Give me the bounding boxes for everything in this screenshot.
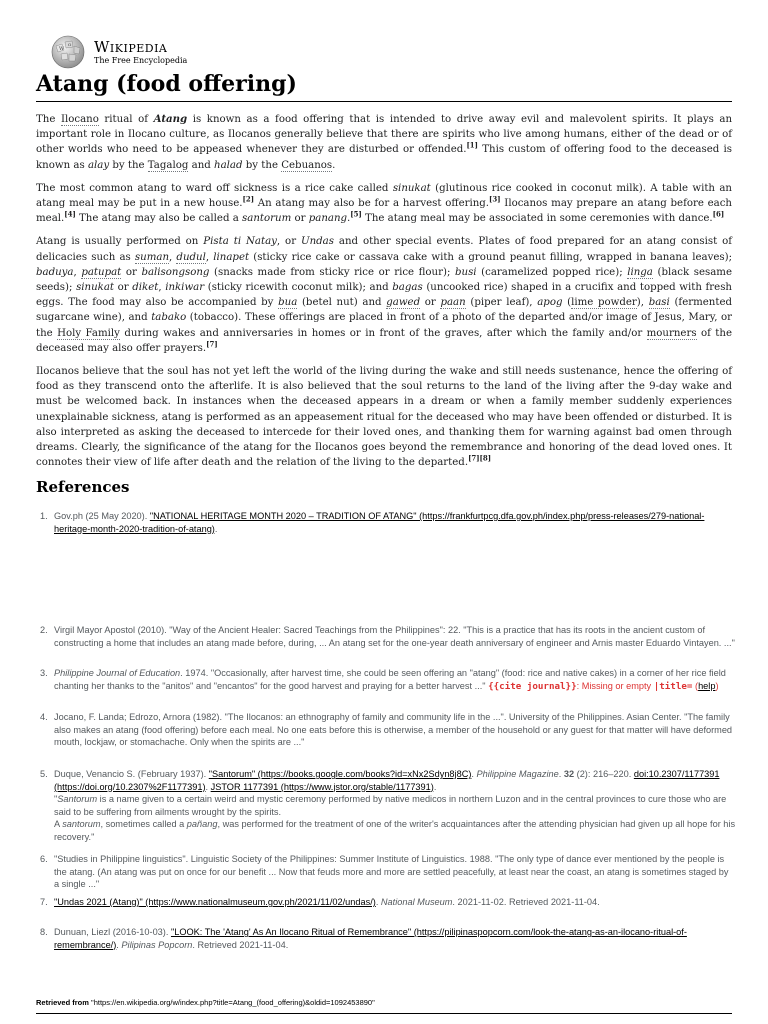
reference-number: 4. <box>40 712 48 722</box>
text-run: or <box>114 282 133 294</box>
article-paragraph <box>36 181 732 227</box>
citation-link[interactable]: [2] <box>242 194 255 204</box>
reference-item <box>40 711 736 749</box>
external-link[interactable]: "Undas 2021 (Atang)" (https://www.nationalmuseum.gov.ph/2021/11/02/undas/) <box>54 897 376 907</box>
text-run: baduya <box>36 266 74 278</box>
text-run: . <box>433 781 437 792</box>
text-run: halad <box>214 159 243 171</box>
wiki-link[interactable]: basi <box>648 297 670 309</box>
wiki-link[interactable]: dudul <box>176 251 206 263</box>
text-run: (sticky ricewith coconut milk); and <box>204 282 393 294</box>
wiki-link[interactable]: paan <box>440 297 466 309</box>
wiki-link[interactable]: Cebuanos <box>281 159 333 171</box>
text-run: " <box>54 794 58 804</box>
text-run: Pista ti Natay <box>203 236 277 248</box>
external-link[interactable]: "LOOK: The 'Atang' As An Ilocano Ritual of Remembrance" (https://pilipinaspopcorn.com/look-the-atang-as-an-ilocano-ritual-of-remembrance/) <box>54 927 687 950</box>
text-run: Ilocanos believe that the soul has not yet left the world of the living during the wake and still needs sustenance, hence the offering of food as they transcend onto the afterlife. It is also believed that the soul returns to the land of the living after the 9-day wake and must be welcomed back. In instances when the deceased appears in a dream or when a family member suddenly experiences unexplainable sickness, atang is performed as an appeasement ritual for the deceased who may have been offended or disturbed. It is also interpreted as asking the deceased to intercede for their loved ones, and thanking them for warning against bad omen through dreams. Clearly, the significance of the atang for the Ilocanos goes beyond the remembrance and honoring of the dead loved ones. It connotes their view of life after death and the relation of the living to the departed. <box>36 366 732 469</box>
text-run: Atang is usually performed on <box>36 236 204 248</box>
citation-link[interactable]: [6] <box>712 209 725 219</box>
text-run: Virgil Mayor Apostol (2010). "Way of the Ancient Healer: Sacred Teachings from the Philippines": 22. "This is a practice that has its roots in the ancient custom of constructing a home that includes an atang made before, during, ... An atang set for the one-year death anniversary of engineer and Arnis master Eduardo Vintayen. ..." <box>54 625 735 648</box>
reference-item <box>40 510 736 535</box>
reference-item <box>40 853 736 891</box>
template-code: |title= <box>653 680 693 692</box>
text-run: The <box>36 114 61 125</box>
text-run: Undas <box>300 236 334 248</box>
article-body <box>36 112 732 478</box>
text-run: sinukat <box>76 282 115 294</box>
text-run: (snacks made from sticky rice or rice flour); <box>209 266 455 278</box>
wiki-link[interactable]: gawed <box>386 297 421 309</box>
text-run: (tobacco). These offerings are placed in front of a photo of the departed and/or image of Jesus, Mary, or the <box>36 312 732 339</box>
text-run: , sometimes called a <box>100 819 187 829</box>
reference-text <box>54 711 736 749</box>
error-text: ) <box>715 680 719 691</box>
citation-link[interactable]: [3] <box>489 194 501 204</box>
reference-number: 2. <box>40 625 48 635</box>
text-run: , <box>169 251 177 263</box>
text-run: and <box>188 159 215 171</box>
text-run: (betel nut) and <box>297 297 387 309</box>
reference-number: 7. <box>40 897 48 907</box>
article-paragraph <box>36 364 732 470</box>
text-run: This custom of offering food to the deceased is known as <box>36 144 732 171</box>
citation-link[interactable]: [7] <box>206 339 218 349</box>
text-run: apog <box>537 297 563 309</box>
text-run: . <box>347 213 351 225</box>
reference-number: 5. <box>40 769 48 779</box>
text-run: (caramelized popped rice); <box>476 266 628 278</box>
text-run: tabako <box>151 312 187 324</box>
wiki-link[interactable]: Ilocano <box>60 114 99 125</box>
text-run: by the <box>109 159 148 171</box>
reference-number: 1. <box>40 511 48 521</box>
reference-item <box>40 667 736 693</box>
text-run: , or <box>276 236 301 248</box>
text-run: , was performed for the treatment of one of the writer's acquaintances after the attending physician had given up all hope for his recovery." <box>54 819 736 842</box>
text-run: . <box>116 939 122 950</box>
text-run: ritual of <box>98 114 154 125</box>
wiki-link[interactable]: patupat <box>81 266 122 278</box>
text-run: ( <box>562 297 572 309</box>
text-run: during wakes and anniversaries in homes or in front of the graves, after which the family and/or <box>119 327 647 339</box>
text-run: busi <box>454 266 477 278</box>
wiki-link[interactable]: Holy Family <box>57 327 120 339</box>
template-code: {{cite journal}} <box>488 680 577 692</box>
text-run: . <box>558 769 564 779</box>
text-run: santorum <box>242 213 292 225</box>
text-run: Jocano, F. Landa; Edrozo, Arnora (1982). "The Ilocanos: an ethnography of family and community life in the ...". University of the Philippines. Asian Center. "The family also makes an atang (food offering) before each meal. No one eats before this is otherwise, a member of the household or any guest for that matter will have deformed mouth, lockjaw, or stomachache. Only when the spirits are ..." <box>54 712 733 747</box>
text-run: , <box>158 282 166 294</box>
reference-text <box>54 768 736 843</box>
wiki-link[interactable]: linga <box>627 266 653 278</box>
text-run: . <box>214 523 218 534</box>
text-run: The atang may also be called a <box>75 213 243 225</box>
text-run: pañang <box>186 819 218 829</box>
error-text: : Missing or empty <box>576 680 654 691</box>
external-link[interactable]: JSTOR 1177391 (https://www.jstor.org/stable/1177391) <box>210 781 434 792</box>
citation-link[interactable]: [1] <box>466 141 478 151</box>
text-run: inkiwar <box>165 282 205 294</box>
external-link[interactable]: help <box>698 680 716 691</box>
wiki-link[interactable]: lime powder <box>571 297 637 309</box>
text-run: linapet <box>213 251 250 263</box>
external-link[interactable]: doi:10.2307/1177391 (https://doi.org/10.2307%2F1177391) <box>54 769 720 792</box>
reference-number: 3. <box>40 668 48 678</box>
svg-text:W: W <box>59 46 65 52</box>
text-run: Atang <box>153 113 188 125</box>
external-link[interactable]: "Santorum" (https://books.google.com/books?id=xNx2Sdyn8j8C) <box>208 769 472 779</box>
wiki-link[interactable]: Tagalog <box>147 159 189 171</box>
text-run: Philippine Magazine <box>476 769 559 779</box>
reference-text <box>54 853 736 891</box>
article-paragraph <box>36 234 732 356</box>
citation-link[interactable]: [4] <box>64 209 76 219</box>
external-link[interactable]: "NATIONAL HERITAGE MONTH 2020 – TRADITION OF ATANG" (https://frankfurtpcg.dfa.gov.ph/index.php/press-releases/279-national-heritage-month-2020-tradition-of-atang) <box>54 511 705 534</box>
text-run: Santorum <box>57 794 98 804</box>
text-run: "Studies in Philippine linguistics". Linguistic Society of the Philippines: Summer Institute of Linguistics. 1988. "The only type of dance ever mentioned by the people is the atang. (An atang was put on once for our benefit ... Now that feuds more and more are settled peacefully, at least near the coast, an atang is sometimes staged by a single ..." <box>54 854 729 889</box>
text-run: , <box>205 251 214 263</box>
text-run: (2): 216–220. <box>574 769 634 779</box>
reference-text <box>54 667 736 693</box>
article-paragraph <box>36 112 732 173</box>
footer-divider <box>36 1013 732 1014</box>
reference-text <box>54 896 736 909</box>
reference-number: 6. <box>40 854 48 864</box>
text-run: . <box>375 897 381 907</box>
text-run: . 2021-11-02. Retrieved 2021-11-04. <box>452 897 600 907</box>
error-text: ( <box>692 680 699 691</box>
footer-url[interactable]: "https://en.wikipedia.org/w/index.php?title=Atang_(food_offering)&oldid=1092453890" <box>91 998 375 1007</box>
text-run: . <box>205 781 211 792</box>
text-run: or <box>121 266 142 278</box>
page-title: Atang (food offering) <box>36 68 732 102</box>
references-heading: References <box>36 478 130 496</box>
text-run: Dunuan, Liezl (2016-10-03). <box>54 927 171 937</box>
wiki-link[interactable]: mourners <box>646 327 697 339</box>
text-run: Duque, Venancio S. (February 1937). <box>54 769 209 779</box>
text-run: diket <box>132 282 159 294</box>
text-run: sinukat <box>392 182 431 194</box>
text-run: or <box>291 213 309 225</box>
text-run: balisongsong <box>141 266 210 278</box>
text-run: ), <box>636 297 649 309</box>
citation-link[interactable]: [7][8] <box>468 453 492 463</box>
text-run: . <box>332 159 336 171</box>
reference-text <box>54 510 736 535</box>
reference-text <box>54 624 736 649</box>
footer-label: Retrieved from <box>36 998 92 1007</box>
text-run: is a name given to a certain weird and mystic ceremony performed by native medicos in northern Luzon and in the central provinces to cure those who are said to be suffering from ailments wrought by the spirits. <box>54 794 727 817</box>
text-run: The atang meal may be associated in some ceremonies with dance. <box>361 213 713 225</box>
retrieved-from-footer <box>36 998 375 1007</box>
site-header <box>50 34 270 70</box>
reference-item <box>40 624 736 649</box>
text-run: of the deceased may also offer prayers. <box>36 327 732 354</box>
text-run: The most common atang to ward off sickness is a rice cake called <box>36 182 393 194</box>
text-run: Ilocanos may prepare an atang before each meal. <box>36 198 732 225</box>
reference-item <box>40 926 736 951</box>
text-run: Philippine Journal of Education <box>54 668 181 678</box>
text-run: (sticky rice cake or cassava cake with a ground peanut filling, wrapped in banana leaves); <box>249 251 732 263</box>
text-run: Pilipinas Popcorn <box>121 939 193 950</box>
text-run: An atang may also be for a harvest offering. <box>254 198 490 210</box>
citation-link[interactable]: [5] <box>350 209 362 219</box>
reference-number: 8. <box>40 927 48 937</box>
text-run: . <box>471 769 477 779</box>
wiki-link[interactable]: bua <box>278 297 298 309</box>
reference-item <box>40 896 736 909</box>
reference-item <box>40 768 736 843</box>
text-run: (uncooked rice) shaped in a crucifix and topped with fresh eggs. The food may also be accompanied by <box>36 282 732 309</box>
text-run: panang <box>308 213 348 225</box>
wiki-link[interactable]: suman <box>134 251 170 263</box>
text-run: (fermented sugarcane wine), and <box>36 297 732 324</box>
text-run: 32 <box>563 769 575 779</box>
text-run: (glutinous rice cooked in coconut milk). A table with an atang meal may be put in a new house. <box>36 182 732 210</box>
text-run: (piper leaf), <box>465 297 538 309</box>
text-run: (black sesame seeds); <box>36 266 732 294</box>
text-run: . 1974. "Occasionally, after harvest time, she could be seen offering an "atang" (food: rice and native cakes) in a corner of her rice field chanting her thanks to the "anitos" and "encantos" for the good harvest and praying for a better harvest ..." <box>54 668 726 691</box>
text-run: and other special events. Plates of food prepared for an atang consist of delicacies such as <box>36 236 733 263</box>
text-run: alay <box>87 159 110 171</box>
text-run: Gov.ph (25 May 2020). <box>54 511 150 521</box>
wikipedia-globe-icon[interactable] <box>50 34 86 70</box>
wikipedia-tagline: The Free Encyclopedia <box>94 56 188 65</box>
svg-text:Ω: Ω <box>68 42 72 47</box>
reference-text <box>54 926 736 951</box>
text-run: bagas <box>392 282 423 294</box>
text-run: or <box>420 297 441 309</box>
text-run: by the <box>242 159 282 171</box>
text-run: santorum <box>62 819 101 829</box>
text-run: , <box>73 266 82 278</box>
wikipedia-wordmark[interactable]: Wikipedia <box>94 38 168 56</box>
text-run: . Retrieved 2021-11-04. <box>192 939 289 950</box>
text-run: National Museum <box>380 897 453 907</box>
text-run: A <box>54 819 63 829</box>
text-run: is known as a food offering that is intended to drive away evil and malevolent spirits. It plays an important role in Ilocano culture, as Ilocanos generally believe that there are spirits who live among humans, either of the dead or of other worlds who need to be appeased whenever they are disturbed or offended. <box>36 114 733 156</box>
